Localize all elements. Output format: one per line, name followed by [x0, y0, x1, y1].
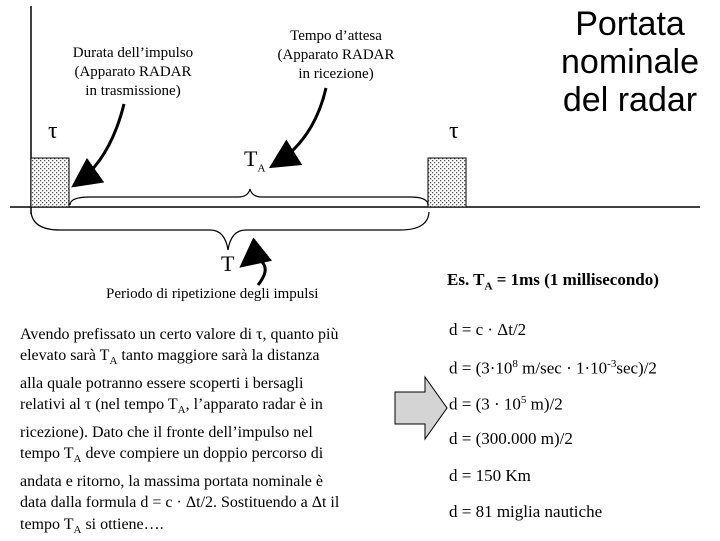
pulse-left [31, 158, 69, 207]
arrow-period [244, 259, 265, 285]
pulse-duration-line1: Durata dell’impulso [72, 45, 194, 61]
para-line: data dalla formula d = c · Δt/2. Sostituendo a Δt il [20, 494, 340, 512]
equation-4: d = (300.000 m)/2 [449, 429, 573, 448]
block-arrow [395, 377, 447, 439]
equation-2: $d = (3\cdot 10^8$ $m/\sec \cdot 1\cdot 10^{-3}\sec)/2$ [449, 358, 657, 378]
example-line: Es. $T_A = 1ms$ (1 millisecondo) [447, 270, 659, 293]
title-line3: del radar [562, 81, 698, 119]
title-line2: nominale [561, 43, 699, 81]
pulse-right [428, 158, 466, 207]
tau-left-label: τ [48, 118, 58, 144]
wait-time-line2: (Apparato RADAR [277, 47, 395, 63]
pulse-duration-line3: in trasmissione) [85, 83, 181, 99]
pulse-duration-line2: (Apparato RADAR [74, 64, 192, 80]
para-line: elevato sarà $T_A$ tanto maggiore sarà la distanza [20, 347, 320, 368]
equation-6: d = 81 miglia nautiche [449, 502, 603, 521]
para-line: ricezione). Dato che il fronte dell’impulso nel [20, 424, 313, 441]
ta-label [244, 146, 265, 174]
page-title [540, 5, 720, 119]
equation-1: d = c · Δt/2 [449, 320, 527, 339]
wait-time-line3: in ricezione) [298, 66, 374, 82]
brace-period [31, 212, 429, 250]
para-line: Avendo prefissato un certo valore di τ, quanto più [20, 326, 339, 343]
wait-time-label [262, 27, 410, 84]
title-line1: Portata [575, 5, 685, 43]
pulse-duration-label [58, 44, 208, 101]
period-symbol: T [221, 251, 235, 276]
brace-ta [70, 189, 428, 205]
tau-right-label: τ [449, 118, 459, 144]
arrow-pulse-duration [76, 104, 124, 184]
equation-3: $d = (3 \cdot 10^5$ m)/2 [449, 394, 563, 414]
para-line: relativi al τ (nel tempo $T_A$, l’apparato radar è in [20, 396, 323, 417]
para-line: alla quale potranno essere scoperti i bersagli [20, 375, 304, 392]
equation-5: d = 150 Km [449, 466, 531, 485]
wait-time-line1: Tempo d’attesa [290, 28, 382, 44]
para-line: tempo $T_A$ si ottiene…. [20, 515, 164, 536]
para-line: andata e ritorno, la massima portata nominale è [20, 473, 323, 490]
explanation-paragraph [20, 324, 382, 541]
para-line: tempo $T_A$ deve compiere un doppio percorso di [20, 445, 324, 466]
period-caption: Periodo di ripetizione degli impulsi [106, 286, 319, 302]
arrow-wait-time [274, 88, 326, 165]
ta-sub: A [257, 162, 266, 175]
ta-main: T [244, 146, 258, 171]
